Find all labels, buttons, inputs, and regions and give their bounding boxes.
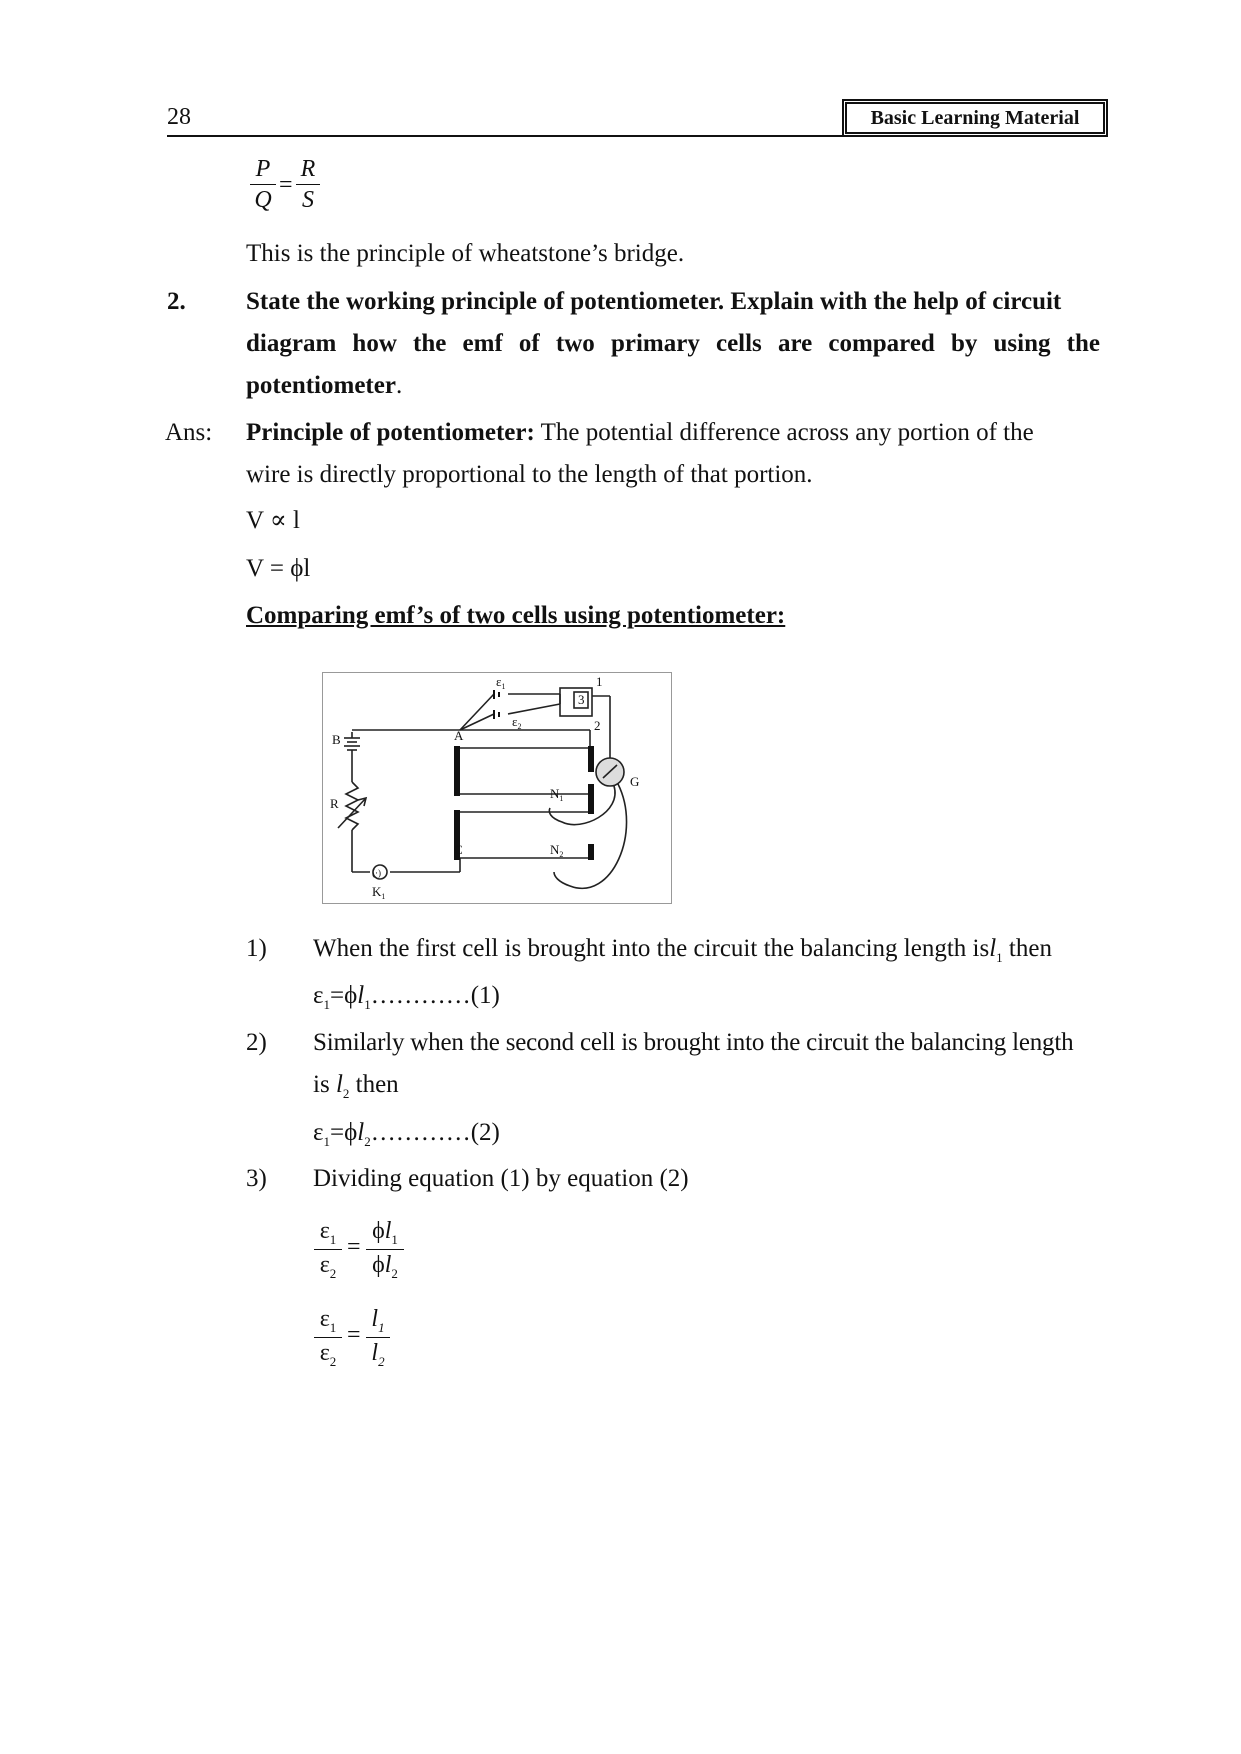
label-e2: $\varepsilon_2$ [512,714,522,731]
eq2-tail: …………(2) [370,1119,500,1146]
fraction-l1-l2 [366,1306,390,1369]
proportional-relation: V ∝ l [246,507,300,534]
eq1-epsilon: ε [313,982,324,1009]
principle-line-2: wire is directly proportional to the length of that portion. [246,461,813,488]
step-1-sentence: When the first cell is brought into the circuit the balancing length is [313,935,990,962]
potentiometer-circuit-diagram [322,672,672,904]
frac1-den: $\varepsilon_2$ [319,1252,337,1281]
equals-sign: = [347,1322,361,1348]
step-3-text: Dividing equation (1) by equation (2) [313,1165,689,1192]
eq2-mid: =ϕ [330,1119,358,1146]
rheostat [346,782,358,830]
label-a: A [454,728,464,743]
page-number: 28 [167,104,191,130]
step-2-var-sub: 2 [342,1086,350,1101]
label-r: R [330,796,339,811]
header-rule [167,135,1104,137]
denominator-q: Q [254,187,272,213]
fraction-p-q [250,156,276,213]
frac2-num: $\varepsilon_1$ [319,1306,337,1335]
step-1-var-sub: 1 [996,950,1003,965]
step-2-line-2 [313,1069,399,1104]
fraction-e1-e2 [314,1218,342,1281]
step-1-text [313,933,1052,968]
cell-e2-lead-right [508,704,560,714]
answer-label: Ans: [165,419,213,446]
principle-text-1: The potential difference across any portion of the [534,419,1034,446]
step-1-after: then [1002,935,1052,962]
fraction-bar [314,1249,342,1250]
question-line-3 [246,370,402,402]
fraction-r-s [296,156,320,213]
eq2-l: l [357,1119,365,1146]
question-number: 2. [167,288,186,315]
fraction-phil1-phil2 [366,1218,404,1281]
label-switch-2: 2 [594,718,601,733]
cell-e2-plate [498,712,500,717]
label-c: C [454,842,463,857]
question-line-3-text: potentiometer [246,372,396,399]
label-k1: $K_1$ [372,884,386,901]
eq1-l-sub: 1 [364,997,371,1012]
step-2-equation [313,1117,500,1152]
step-2-after: then [349,1071,399,1098]
step-2-number: 2) [246,1029,267,1056]
frac2-den: $\varepsilon_2$ [319,1340,337,1369]
pot-strip-right-3 [588,844,594,860]
label-n2: $N_2$ [550,842,564,859]
linear-relation: V = ϕl [246,555,311,582]
step-2-text: Similarly when the second cell is brought into the circuit the balancing length [313,1029,1074,1056]
equals-sign: = [279,172,293,198]
eq1-mid: =ϕ [330,982,358,1009]
frac1-rnum: $\phi l_1$ [372,1218,398,1247]
eq1-tail: …………(1) [370,982,500,1009]
fraction-e1-e2-final [314,1306,342,1369]
label-e1: $\varepsilon_1$ [496,674,506,691]
pot-strip-left-1 [454,746,460,796]
fraction-bar [366,1249,404,1250]
cell-e1-plate [493,690,495,699]
label-b: B [332,732,341,747]
step-2-pre: is [313,1071,336,1098]
fraction-bar [296,184,320,185]
wheatstone-principle-text: This is the principle of wheatstone’s bridge. [246,240,685,267]
frac1-num: $\varepsilon_1$ [319,1218,337,1247]
principle-line-1 [246,417,1034,449]
question-line-1: State the working principle of potentiometer. Explain with the help of circuit [246,288,1062,315]
cell-e1-lead [460,694,494,730]
equals-sign: = [347,1234,361,1260]
header-title: Basic Learning Material [845,102,1105,134]
pot-strip-right-2 [588,784,594,814]
frac2-rnum: $l_1$ [371,1306,385,1335]
label-g: G [630,774,640,789]
pot-strip-right-1 [588,746,594,772]
eq1-epsilon-sub: 1 [323,997,330,1012]
principle-title: Principle of potentiometer: [246,419,535,446]
label-n1: $N_1$ [550,786,564,803]
label-key-symbol: (·) [372,868,381,878]
step-3-number: 3) [246,1165,267,1192]
label-switch-3: 3 [578,692,585,707]
cell-e2-plate [493,710,495,719]
step-1-equation [313,980,500,1015]
fraction-bar [250,184,276,185]
fraction-bar [314,1337,342,1338]
denominator-s: S [302,187,314,213]
frac1-rden: $\phi l_2$ [372,1252,398,1281]
frac2-rden: $l_2$ [371,1340,385,1369]
eq2-epsilon-sub: 1 [323,1134,330,1149]
question-line-3-period: . [395,372,403,399]
step-1-number: 1) [246,935,267,962]
step-1-var: l [989,935,997,962]
fraction-bar [366,1337,390,1338]
numerator-r: R [300,156,316,182]
cell-e1-plate [498,692,500,697]
label-switch-1: 1 [596,674,603,689]
step-2-var: l [335,1071,343,1098]
eq1-l: l [357,982,365,1009]
numerator-p: P [255,156,271,182]
section-heading: Comparing emf’s of two cells using potentiometer: [246,602,786,629]
cell-e2-lead [460,714,494,730]
eq2-l-sub: 2 [364,1134,371,1149]
eq2-epsilon: ε [313,1119,324,1146]
question-line-2: diagram how the emf of two primary cells are compared by using the [246,330,1100,357]
